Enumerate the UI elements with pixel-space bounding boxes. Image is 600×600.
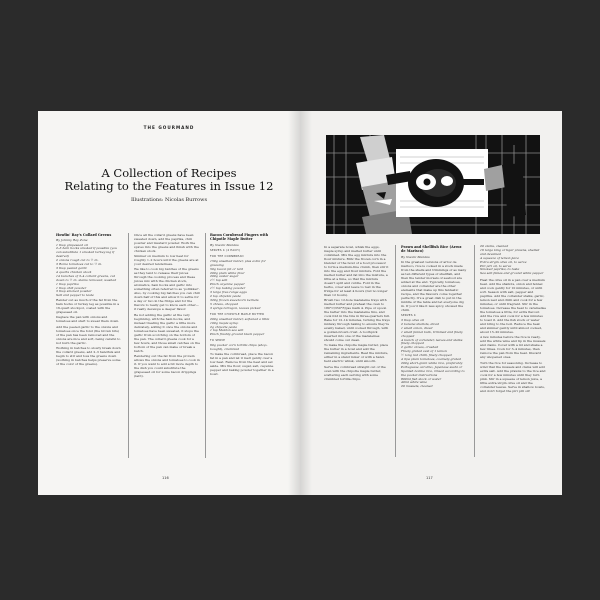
left-column-2 (134, 233, 200, 379)
ingredient-line: 200g caster sugar (210, 274, 239, 279)
paragraph: Rendering out the fat from the protein allows the onions and tomatoes to cook in it. If you want to add a bit more depth to the dish you could substitute the grapeseed oil for some bacon drippings (lard). (134, 353, 200, 378)
paragraph: In a separate bowl, whisk the eggs, maple syrup and melted butter until combined. Mix the egg mixture into the flour mixture. Blitz the frozen corn in a blender or the bowl of a food processor to form a medium-fine crumb, then stir it into the egg and flour mixture. Fold the melted butter and fat into the mixture, a little at a time, so that the mixture doesn't split and curdle. Fold in the herbs, cover and leave to rest in the fridge for at least 4 hours (but no longer than 12 hours). (324, 245, 389, 297)
paragraph: Simmer on medium to low heat for roughly 1–2 hours until the greens are at your desired tenderness. (134, 254, 199, 267)
illustration-credit: Illustrations: Nicolas Burrows (130, 197, 208, 203)
right-column-2 (401, 245, 467, 389)
recipe-heading: Prawn and Shellfish Rice (Arroz de Marisco) (401, 245, 462, 254)
serves-label: SERVES 4 (401, 313, 416, 317)
ingredient-line: 20 mussels, cleaned (401, 384, 433, 389)
ingredient-line: A squeeze of lemon juice (480, 255, 519, 260)
ingredient-line: 3 tbsp peeled garlic (56, 266, 88, 271)
recipe-heading: Bacon Cornbread Fingers with Chipotle Maple Butter (210, 233, 269, 242)
ingredient-line: Smoked paprika, to taste (480, 267, 520, 272)
ingredient-line: 4 quarts chicken stock (56, 269, 92, 274)
right-column-3 (480, 245, 546, 394)
ingredient-line: 16 large king or tiger prawns, shelled and deveined (480, 247, 540, 256)
ingredient-line: Salt and pepper to taste (56, 293, 94, 298)
ingredient-line: 3 large free-range eggs (210, 290, 247, 295)
paragraph: A few minutes before the rice is ready, add the white wine and tip in the mussels and clams. Cover with a lid and shake a few times. Cook for 3–4 minutes, then remove the pan from the heat. Discard any unopened ones. (480, 335, 546, 360)
paragraph: Turn the rice for seasoning. Increase to wind that the mussels and clams will add extra salt. Add the prawns to the rice and cook for a few minutes until they turn pink. Stir in a squeeze of lemon juice, a little extra-virgin olive oil and the coriander leaves. Serve in shallow bowls, and don't forget the piri piri oil! (480, 360, 546, 393)
ingredient-line: 200g unsalted butter, softened a little (210, 316, 270, 321)
running-head: THE GOURMAND (143, 125, 195, 130)
ingredient-line: Finely grated zest of 1 lemon (401, 349, 447, 354)
paragraph: Working in batches to slowly break down the collard greens, add 2–3 handfuls and begin to stir and toss the greens down (working in batches helps preserve some of the color of the greens). (56, 345, 121, 366)
book-gutter (288, 111, 312, 495)
ingredient-list (210, 260, 276, 311)
paragraph: Heat the olive oil in a pan over a medium heat. Add the shallots, onion and fennel and cook gently for 10 minutes, or until soft. Season with salt, pepper and paprika. Add the coriander stalks, garlic, lemon zest and chilli and cook for a few minutes, or until fragrant. Stir in the tomatoes. Increase the heat to caramelise the tomatoes a little, for extra flavour. Add the rice and cook for a few minutes to toast it. Add the fish stock or water and bring to the boil. Reduce the heat and simmer gently until almost cooked, about 15–20 minutes. (480, 278, 546, 335)
left-page (38, 111, 300, 495)
ingredient-list (210, 344, 276, 352)
ingredient-list (210, 318, 276, 338)
ingredient-line: 320g frozen sweetcorn kernels (210, 297, 259, 302)
ingredient-line: 1½ tsp salt (210, 278, 228, 283)
method-text (56, 298, 122, 366)
recipe-byline: By Johnny Ray Zone (56, 238, 88, 243)
ingredient-line: 100g maple syrup (210, 320, 239, 325)
intro-text (401, 260, 467, 312)
ingredient-line: 1 small fennel bulb, trimmed and finely chopped (401, 329, 463, 338)
page-number: 116 (162, 476, 169, 480)
ingredient-line: 3 Roma tomatoes cut to ½ in. (56, 262, 103, 267)
paragraph: Add the peeled garlic to the onions and tomatoes once the fond (the brown bits) of the pan has been removed and the onions are nice and soft, being careful to not burn the garlic. (56, 324, 121, 345)
ingredient-line: 1 tsp Maldon sea salt (210, 328, 244, 333)
ingredient-line: 4 ripe plum tomatoes, coarsely grated (401, 357, 461, 362)
ingredient-line: 2 tsp chipotle paste (210, 293, 241, 298)
ingredient-line: 1 tbsp paprika (56, 281, 79, 286)
ingredient-line: 1½ tsp baking powder (210, 286, 246, 291)
column-rule (128, 233, 129, 458)
paragraph: Once all the collard greens have been sweated down, add the paprika, chili powder and mustard powder. Work the spices into the greens and finish with the chicken stock. (134, 233, 199, 253)
recipe-heading: Howlin' Ray's Collard Greens (56, 233, 112, 237)
title-line-2: Relating to the Features in Issue 12 (64, 179, 274, 193)
ingredient-line: 1 tbsp grapeseed oil (56, 242, 88, 247)
method-text (480, 278, 546, 392)
ingredient-list (480, 245, 546, 276)
ingredient-line: 2 garlic cloves, crushed (401, 345, 439, 350)
title-line-1: A Collection of Recipes (101, 166, 237, 180)
ingredient-line: 50g bacon fat or lard (210, 266, 244, 271)
ingredient-line: A bunch of coriander, leaves and stalks finely chopped (401, 337, 463, 346)
ingredient-line: Piri piri oil, to serve (480, 263, 512, 268)
subheading: TO SERVE (210, 339, 226, 343)
ingredient-line: 3 tbsp smoked powder (56, 289, 92, 294)
page-number: 117 (426, 476, 433, 480)
right-page (300, 111, 562, 495)
ingredient-line: 1 tbsp chili powder (56, 285, 87, 290)
right-column-1 (324, 245, 390, 382)
magazine-spread (38, 111, 562, 495)
article-title (58, 167, 280, 193)
paragraph: We like to cook big batches of the greens as they tend to release their juices through the cooking process and these juices mix with the chicken stock, aromatics, ham hocks and garlic into something often referred to as 'potlikker'. Also, by cooking big batches you can chill down half of this and allow it to settle for a day or two in the fridge and for the flavors to really get to know each other—it really develops a deeper flavor. (134, 267, 200, 312)
ingredient-line: ½ long red chilli, finely chopped (401, 353, 452, 358)
ingredient-line: 14 bunches of 3–4 collard greens, cut down to ½ in. stems removed, washed (56, 273, 117, 282)
ingredient-line: 5 chives, chopped (210, 301, 239, 306)
method-text (324, 245, 390, 381)
ingredient-line: Pinch freshly ground black pepper (210, 332, 265, 337)
chef-with-frying-pan-illustration (326, 135, 540, 234)
left-column-1 (56, 233, 122, 367)
paragraph: Brush two 12-hole madeleine trays with melted butter and preheat the oven to 180°C/350°F/gas mark 4. Pipe or spoon the batter into the madeleine tins, and cook fold in the tins in three-quarters full. Bake for 12–14 minutes, turning the trays midway through baking to ensure they're evenly baked, until cooked through, with a golden-brown crust. A toothpick inserted into one of the madeleines should come out clean. (324, 298, 390, 343)
ingredient-line: 60g pucker corn tortilla chips (shop-bought), crumbled (210, 343, 268, 352)
ingredient-line: Sea salt flakes and ground white pepper (480, 271, 544, 276)
subheading: FOR THE CHIPOTLE MAPLE BUTTER (210, 312, 265, 316)
ingredient-line: Extra-virgin olive oil, to serve (480, 259, 527, 264)
paragraph: In the greatest versions of arroz de marisco, rice is cooked in a stock made from the shells and trimmings of as many as ten different types of shellfish, and then the tender morsels of seafood are added at the end. Typically, tomatoes, onions and coriander are the other elements that make up this fantastic recipe, and the flavours come together perfectly. It's a great dish to put in the middle of the table and let everyone dig in. If you'd like it less spicy, showed the chilli. (401, 259, 467, 312)
ingredient-list (401, 319, 467, 389)
ingredient-line: 20 clams, cleaned (480, 244, 509, 248)
method-text (210, 352, 276, 376)
paragraph: Be not adding the garlic at the very beginning, with the ham hocks, and instead treating the garlic a little more delicately, adding it once the onions and tomatoes have been sweated, it stops the garlic from scorching on the bottom of the pan. The collard greens cook for a few hours, and those small catches on the bottom of the pan can make or break a batch. (134, 312, 200, 353)
recipe-byline: By Naomi Mendes (210, 242, 239, 247)
ingredient-list (56, 244, 122, 299)
ingredient-line: 200g plain white flour (210, 270, 245, 275)
ingredient-line: 800ml fish stock or water (401, 376, 442, 381)
ingredient-line: 200g short-grain white rice, preferably Portuguese carolino, Japanese sushi or Spanish bomba rice, rinsed according to the packet instructions (401, 360, 465, 377)
ingredient-line: 2 banana shallots, diced (401, 321, 440, 326)
ingredient-line: 3 tbsp olive oil (401, 317, 424, 322)
ingredient-line: Pinch cayenne pepper (210, 282, 245, 287)
paragraph: Render out as much of the fat from the ham hocks or turkey leg as possible in a 16-quart stockpot, coated with the grapeseed oil. (56, 298, 120, 315)
method-text (134, 233, 200, 378)
recipe-byline: By Naomi Mendes (401, 254, 430, 259)
ingredient-line: 150g unsalted butter, plus extra for greasing (210, 258, 266, 267)
paragraph: To make the cornbread, place the bacon fat in a pan and let it melt gently over a low heat. Remove from the heat and set aside. Mix the flour, sugar, salt, cayenne pepper and baking powder together in a bowl. (210, 352, 274, 377)
ingredient-line: 1 small onion, diced (401, 325, 433, 330)
serves-label: SERVES 4 (4 EACH) (210, 248, 241, 252)
ingredient-line: 2g chipotle paste (210, 324, 238, 329)
column-rule (474, 245, 475, 457)
subheading: FOR THE CORNBREAD (210, 254, 244, 258)
paragraph: Serve the cornbread straight out of the oven with the chipotle maple butter, scattering each serving with some crumbled tortilla chips. (324, 364, 386, 381)
column-rule (395, 245, 396, 457)
ingredient-line: 40ml white wine (401, 380, 427, 385)
ingredient-line: 2 onions rough cut to ½ in. (56, 258, 99, 263)
ingredient-line: 3 sprigs tarragon, leaves picked (210, 305, 261, 310)
left-column-3 (210, 233, 276, 377)
paragraph: Deglaze the pan with onions and tomatoes and start to sweat them down. (56, 315, 120, 324)
column-rule (205, 233, 206, 458)
paragraph: To make the chipotle maple butter, place the butter in a bowl and add the remaining ingredients. Beat the mixture, either in a stand mixer or with a hand-held electric whisk, until smooth. (324, 343, 389, 364)
ingredient-line: 2–3 ham hocks smoked if possible (you can substitute 1 smoked turkey leg if desired) (56, 246, 118, 259)
